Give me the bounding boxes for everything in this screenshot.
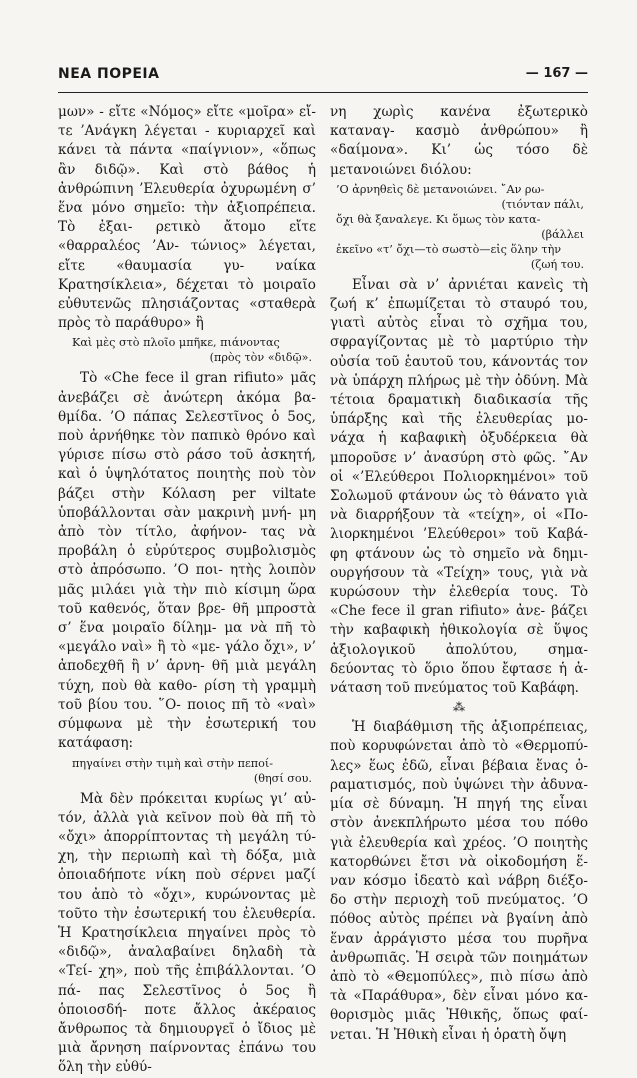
text-line: βάζει στὴν Κόλαση per viltate	[58, 485, 316, 502]
poem-quote	[336, 182, 588, 272]
text-line: θῆ μιὰ μεγάλη τύχη, ποὺ θὰ καθο-	[58, 658, 316, 694]
text-line: γιατὶ αὐτὸς εἶναι τὸ σχῆμα του,	[330, 315, 588, 332]
text-line: φη φτάνουν ὡς τὸ σημεῖο νὰ δημι-	[330, 545, 588, 562]
text-line: θμίδα. ’Ο πάπας Σελεστῖνος ὁ 5ος,	[58, 408, 316, 425]
text-line: πας Σελεστῖνος ὁ 5ος ἢ ὁποιοσδή-	[58, 982, 316, 1018]
text-line: κατορθώνει ἔτσι νὰ οἰκοδομήση ἕ-	[330, 853, 588, 870]
paragraph	[58, 790, 316, 1078]
text-line: μποροῦσε ν’ ἀνασύρη στὸ φῶς. ῎Αν	[330, 449, 588, 466]
text-line: μία σὲ δύναμη. Ἡ πηγή της εἶναι	[330, 796, 588, 813]
text-line: χη, τὴν περιωπὴ καὶ τὴ δόξα, μιὰ	[58, 848, 316, 865]
verse-line: (βάλλει	[541, 227, 584, 241]
verse-line: (πρὸς τὸν «διδῷ».	[209, 351, 312, 365]
text-line: οἱ «’Ελεύθεροι Πολιορκημένοι» τοῦ	[330, 468, 588, 485]
text-line: τε ’Ανάγκη λέγεται - κυριαρχεῖ καὶ	[58, 123, 316, 140]
verse-line: ’Ο ἀρνηθεὶς δὲ μετανοιώνει. ῎Αν ρω-	[336, 182, 545, 196]
text-line: κίσιμη ὥρα τοῦ καθενός, ὅταν βρε-	[58, 581, 316, 617]
text-line: τας νὰ προβάλη ὁ εὐρύτερος	[58, 524, 316, 560]
paragraph	[330, 103, 588, 180]
text-line: οὐσία τοῦ ἑαυτοῦ του, κάνοντάς τον	[330, 353, 588, 370]
poem-quote	[72, 335, 316, 365]
text-line: ουργήσουν τὰ «Τείχη» τους, γιὰ νὰ	[330, 564, 588, 581]
verse-line: πηγαίνει στὴν τιμὴ καὶ στὴν πεποί-	[72, 756, 273, 770]
text-line: «σταθερὰ πρὸς τὸ παράθυρο» ἢ	[58, 296, 316, 332]
text-line: δο στὴν περιοχὴ τοῦ πνεύματος. ’Ο	[330, 892, 588, 909]
text-line: διδῷ». Καὶ στὸ βάθος ἡ ἀνθρώπινη	[58, 161, 316, 197]
text-line: Ἡ διαβάθμιση τῆς ἀξιοπρέπειας,	[352, 719, 588, 736]
text-line: συμβολισμὸς στὸ ἀπρόσωπο. ’Ο ποι-	[58, 543, 316, 579]
text-line: ητὴς λοιπὸν μᾶς μιλάει γιὰ τὴν πιὸ	[58, 562, 316, 598]
text-line: ρίση τὴ γραμμὴ τοῦ βίου του. ῞Ο-	[58, 677, 316, 713]
verse-line: ὄχι θὰ ξαναλεγε. Κι ὅμως τὸν κατα-	[336, 212, 541, 226]
text-line: κάνει τὰ πάντα «παίγνιον», «ὅπως ἂν	[58, 142, 316, 178]
text-line: μη ἀπὸ τὸν τίτλο, ἀφήνον-	[58, 504, 316, 541]
text-line: τῆς ὑπάρξης καὶ τῆς ἐλευθερίας μο-	[330, 392, 588, 428]
text-line: ἀνθρωπιᾶς. Ἡ σειρὰ τῶν ποιημάτων	[330, 949, 588, 966]
text-line: ζωή κ’ ἐπωμίζεται τὸ σταυρό του,	[330, 296, 588, 313]
section-separator: ⁂	[453, 700, 465, 715]
text-line: γάλο ὄχι», ν’ ἀποδεχθῆ ἢ ν’ ἀρνη-	[58, 639, 316, 675]
text-line: βάζει τὴν καβαφικὴ ἠθικολογία σὲ	[330, 603, 588, 639]
paragraph	[330, 718, 588, 1044]
verse-line: Καὶ μὲς στὸ πλοῖο μπῆκε, πιάνοντας	[72, 336, 280, 350]
text-line: δεύοντας τὸ ὅριο ὅπου ἔφτασε ἡ ἀ-	[330, 660, 588, 677]
text-line: πόθος αὐτὸς πρέπει νὰ βγαίνη ἀπὸ	[330, 911, 588, 928]
text-line: μα νὰ πῆ τὸ «μεγάλο ναὶ» ἢ τὸ «με-	[58, 620, 316, 656]
text-line: νεται. Ἡ Ἠθικὴ εἶναι ἡ ὁρατὴ ὄψη	[330, 1026, 567, 1043]
text-line: Τὸ «Che fece il gran rifiuto»	[80, 370, 285, 387]
text-line: νη χωρὶς κανένα ἐξωτερικὸ καταναγ-	[330, 104, 588, 140]
text-line: νάχα ἡ καβαφικὴ ὀξυδέρκεια θὰ	[330, 430, 588, 447]
text-line: ποὺ κορυφώνεται ἀπὸ τὸ «Θερμοπύ-	[330, 738, 588, 755]
text-line: ναίκα Κρατησίκλεια», δέχεται τὸ	[58, 257, 316, 293]
text-line: «ὄχι» ἀπορρίπτοντας τὴ μεγάλη τύ-	[58, 828, 316, 845]
text-line: ποὺ ἀρνήθηκε τὸν παπικὸ θρόνο καὶ	[58, 428, 316, 445]
journal-title: ΝΕΑ ΠΟΡΕΙΑ	[58, 66, 160, 82]
text-line: «Che fece il gran rifiuto» ἀνε-	[330, 603, 546, 620]
left-column	[58, 103, 316, 1078]
poem-quote	[72, 756, 316, 786]
verse-line: ἐκεῖνο «τ’ ὄχι—τὸ σωστὸ—εἰς ὅλην τὴν	[336, 242, 562, 256]
text-line: δημιουργεῖ ὁ ἴδιος μὲ μιὰ ἄρνηση	[58, 1020, 316, 1057]
text-line: νάταση τοῦ πνεύματος τοῦ Καβάφη.	[330, 680, 579, 697]
text-line: σημεῖο: τὴν ἀξιοπρέπεια. Τὸ ἐξαι-	[58, 200, 316, 236]
text-line: κυρώσουν τὴν ἐλεθερία τους. Τὸ	[330, 584, 588, 601]
text-line: θῆ μπροστὰ σ’ ἕνα μοιραῖο δίλημ-	[58, 600, 316, 637]
verse-line: (ζωή του.	[530, 257, 584, 271]
verse-line: (θησί σου.	[253, 771, 312, 785]
text-line: «διδῷ», ἀναλαβαίνει δηλαδὴ τὰ «Τεί-	[58, 944, 316, 980]
text-line: ὡς τόσο δὲ μετανοιώνει διόλου:	[330, 142, 588, 178]
text-line: ρετικὸ ἄτομο εἴτε «θαρραλέος ’Αν-	[58, 219, 316, 255]
text-line: γύρισε πίσω στὸ ράσο τοῦ ἀσκητή,	[58, 447, 316, 464]
text-line: Ἡ Κρατησίκλεια πηγαίνει πρὸς τὸ	[58, 924, 316, 941]
text-line: παίρνοντας ἐπάνω του ὅλη τὴν εὐθύ-	[58, 1040, 317, 1076]
text-line: θορισμὸς μιᾶς Ἠθικῆς, ὅπως φαί-	[330, 1007, 588, 1024]
page-header	[58, 66, 588, 88]
text-line: μων» - εἴτε «Νόμος» εἴτε «μοῖρα» εἴ-	[58, 104, 316, 120]
text-line: κασμὸ ἀνθρώπου» ἢ «δαίμονα». Κι’	[330, 123, 588, 159]
text-line: γιὰ ἐλευθερία καὶ χρέος. ’Ο ποιητὴς	[330, 834, 588, 851]
text-line: ὑποβάλλονται σὰν μακρινὴ μνή-	[58, 504, 292, 521]
text-line: μοιραῖο εὐθυτενῶς πλησιάζοντας	[58, 276, 316, 313]
text-line: ὕψος ἀξιολογικοῦ ἀπολύτου, σημα-	[330, 622, 588, 658]
text-line: τώνιος» λέγεται, εἴτε «θαυμασία γυ-	[58, 238, 316, 274]
text-line: Μὰ δὲν πρόκειται κυρίως γι’ αὐ-	[80, 790, 316, 807]
text-line: ραματισμός, ποὺ ὑψώνει τὴν ἀδυνα-	[330, 776, 588, 793]
paragraph	[330, 276, 588, 698]
text-line: ἀπὸ τὸ «Θεμοπύλες», πιὸ πίσω ἀπὸ	[330, 968, 588, 985]
text-line: καὶ ὁ ὑψηλότατος ποιητὴς ποὺ τὸν	[58, 466, 316, 483]
text-line: ἐσωτερική του κατάφαση:	[58, 716, 316, 752]
page-number: — 167 —	[525, 66, 588, 81]
text-line: ἕναν ἀρράγιστο μέσα του πυρῆνα	[330, 930, 588, 947]
text-line: νὰ ὑπάρχη πλήρως μὲ τὴν ὀδύνη.	[330, 372, 561, 389]
text-line: χη», ποὺ τῆς ἐπιβάλλονται. ’Ο πά-	[58, 963, 316, 999]
text-line: τὰ «Παράθυρα», δὲν εἶναι μόνο κα-	[330, 988, 588, 1005]
right-column	[330, 103, 588, 1045]
text-line: Μὰ τέτοια δραματικὴ διαδικασία	[330, 372, 589, 409]
paragraph	[58, 369, 316, 753]
text-line: ὁποιαδήποτε νίκη ποὺ σέρνει μαζί	[58, 867, 316, 884]
paragraph	[58, 103, 316, 333]
text-line: Σολωμοῦ φτάνουν ὡς τὸ θάνατο γιὰ	[330, 488, 588, 505]
text-line: του ἀπὸ τὸ «ὄχι», κυρώνοντας μὲ	[58, 886, 316, 903]
text-line: νὰ διαρρήξουν τὰ «τείχη», οἱ «Πο-	[330, 507, 588, 524]
text-line: τοῦτο τὴν ἐσωτερική του ἐλευθερία.	[58, 905, 316, 922]
text-line: ποιος πῆ τὸ «ναὶ» σύμφωνα μὲ τὴν	[58, 696, 316, 733]
text-line: σφραγίζοντας μὲ τὸ μαρτύριο τὴν	[330, 334, 588, 351]
text-line: μᾶς ἀνεβάζει σὲ ἀνώτερη ἀκόμα βα-	[58, 370, 316, 406]
text-line: τόν, ἀλλὰ γιὰ κεῖνον ποὺ θὰ πῆ τὸ	[58, 809, 316, 826]
text-line: ποτε ἄλλος ἀκέραιος ἄνθρωπος τὰ	[58, 1001, 316, 1037]
text-line: ’Ελευθερία ὀχυρωμένη σ’ ἕνα μόνο	[58, 180, 316, 217]
header-rule	[58, 92, 588, 93]
verse-line: (τιόνταν πάλι,	[501, 197, 584, 211]
text-line: στὸν ἀνεκπλήρωτο μέσα του πόθο	[330, 815, 588, 832]
text-line: ναν κόσμο ἰδεατὸ καὶ νάβρη διέξο-	[330, 872, 588, 889]
text-line: Εἶναι σὰ ν’ ἀρνιέται κανεὶς τὴ	[352, 276, 588, 293]
text-line: λες» ἕως ἐδῶ, εἶναι βέβαια ἕνας ὁ-	[330, 757, 588, 774]
text-line: λιορκημένοι ’Ελεύθεροι» τοῦ Καβά-	[330, 526, 588, 543]
